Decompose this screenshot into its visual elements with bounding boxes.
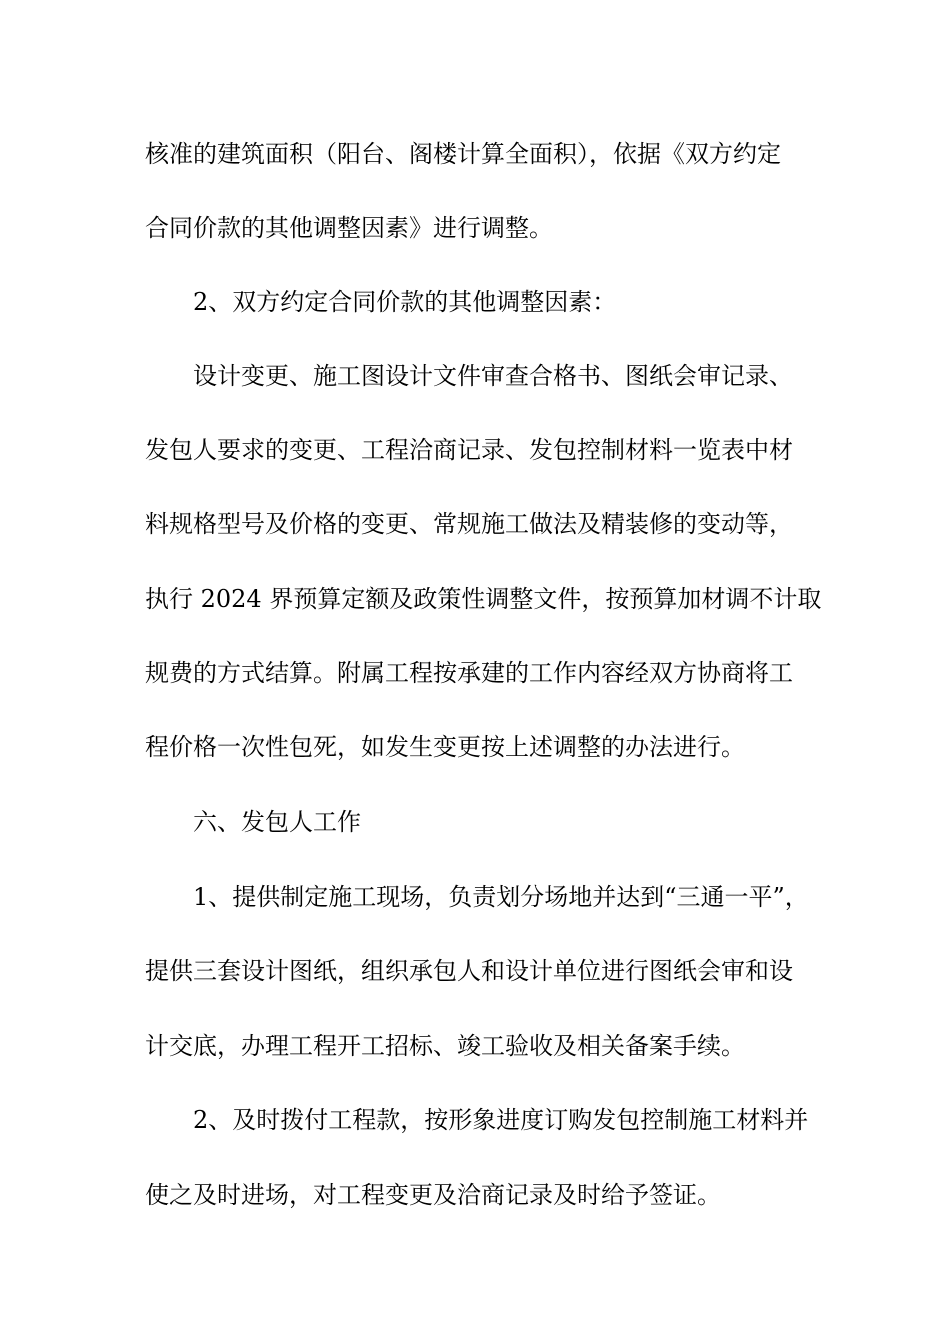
paragraph-line: 计交底，办理工程开工招标、竣工验收及相关备案手续。 (145, 1032, 745, 1060)
paragraph-line: 程价格一次性包死，如发生变更按上述调整的办法进行。 (145, 733, 745, 761)
section-heading: 六、发包人工作 (193, 808, 361, 836)
paragraph-line: 设计变更、施工图设计文件审查合格书、图纸会审记录、 (193, 362, 793, 390)
paragraph-line: 使之及时进场，对工程变更及洽商记录及时给予签证。 (145, 1181, 721, 1209)
paragraph-line: 提供三套设计图纸，组织承包人和设计单位进行图纸会审和设 (145, 957, 793, 985)
paragraph-line: 核准的建筑面积（阳台、阁楼计算全面积），依据《双方约定 (145, 140, 781, 168)
paragraph-line: 发包人要求的变更、工程洽商记录、发包控制材料一览表中材 (145, 436, 793, 464)
section-heading: 2、双方约定合同价款的其他调整因素： (193, 288, 617, 316)
paragraph-line: 规费的方式结算。附属工程按承建的工作内容经双方协商将工 (145, 659, 793, 687)
paragraph-line: 执行 2024 界预算定额及政策性调整文件，按预算加材调不计取 (145, 585, 822, 613)
paragraph-line: 料规格型号及价格的变更、常规施工做法及精装修的变动等， (145, 510, 793, 538)
paragraph-line: 合同价款的其他调整因素》进行调整。 (145, 214, 553, 242)
paragraph-line: 1、提供制定施工现场，负责划分场地并达到“三通一平”， (193, 883, 809, 911)
paragraph-line: 2、及时拨付工程款，按形象进度订购发包控制施工材料并 (193, 1106, 809, 1134)
